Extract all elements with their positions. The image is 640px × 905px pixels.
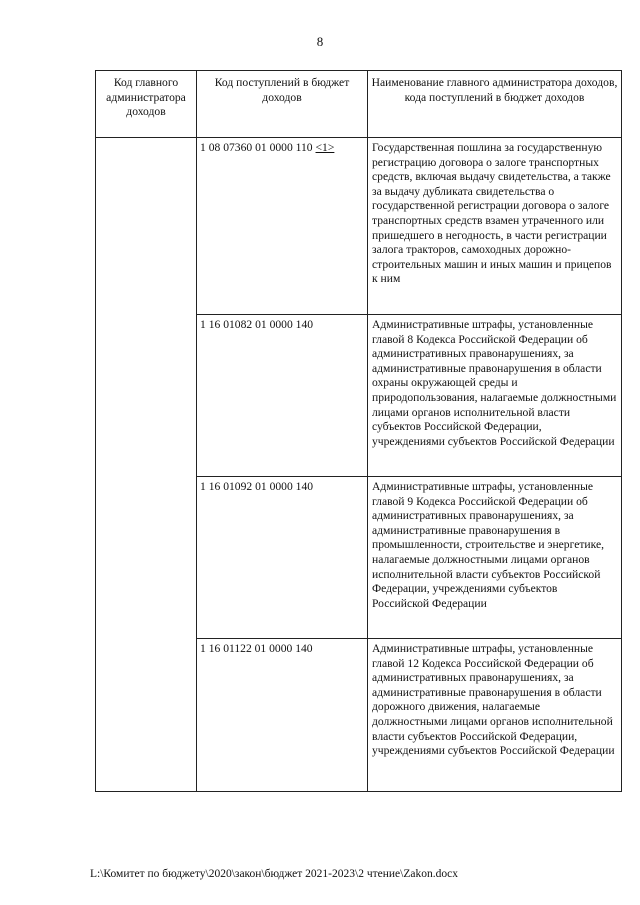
page-number: 8: [316, 34, 324, 49]
income-code-cell: 1 16 01082 01 0000 140: [197, 315, 368, 477]
footnote-link[interactable]: <1>: [315, 141, 335, 154]
name-cell: Административные штрафы, установленные главой 12 Кодекса Российской Федерации об административных правонарушениях, за административные правонарушения в области дорожного движения, налагаемые должностными лицами органов исполнительной власти субъектов Российской Федерации, учреждениями субъектов Российской Федерации: [368, 639, 622, 792]
admin-code-cell: [96, 138, 197, 792]
revenue-administrators-table: [95, 70, 622, 792]
header-name: Наименование главного администратора доходов, кода поступлений в бюджет доходов: [368, 71, 622, 138]
name-cell: Административные штрафы, установленные главой 8 Кодекса Российской Федерации об административных правонарушениях, за административные правонарушения в области охраны окружающей среды и природопользования, налагаемые должностными лицами органов исполнительной власти субъектов Российской Федерации, учреждениями субъектов Российской Федерации: [368, 315, 622, 477]
income-code-cell: [197, 138, 368, 315]
footer-file-path: L:\Комитет по бюджету\2020\закон\бюджет 2021-2023\2 чтение\Zakon.docx: [90, 868, 458, 880]
header-income-code: Код поступлений в бюджет доходов: [197, 71, 368, 138]
income-code-cell: 1 16 01092 01 0000 140: [197, 477, 368, 639]
table-header-row: [96, 71, 622, 138]
header-admin-code: Код главного администратора доходов: [96, 71, 197, 138]
table-row: [96, 138, 622, 315]
income-code: 1 08 07360 01 0000 110: [200, 141, 313, 154]
income-code-cell: 1 16 01122 01 0000 140: [197, 639, 368, 792]
name-cell: Административные штрафы, установленные главой 9 Кодекса Российской Федерации об административных правонарушениях, за административные правонарушения в промышленности, строительстве и энергетике, налагаемые должностными лицами органов исполнительной власти субъектов Российской Федерации, учреждениями субъектов Российской Федерации: [368, 477, 622, 639]
name-cell: Государственная пошлина за государственную регистрацию договора о залоге транспортных средств, включая выдачу свидетельства, а также за выдачу дубликата свидетельства о государственной регистрации договора о залоге транспортных средств взамен утраченного или пришедшего в негодность, в части регистрации залога тракторов, самоходных дорожно-строительных машин и иных машин и прицепов к ним: [368, 138, 622, 315]
